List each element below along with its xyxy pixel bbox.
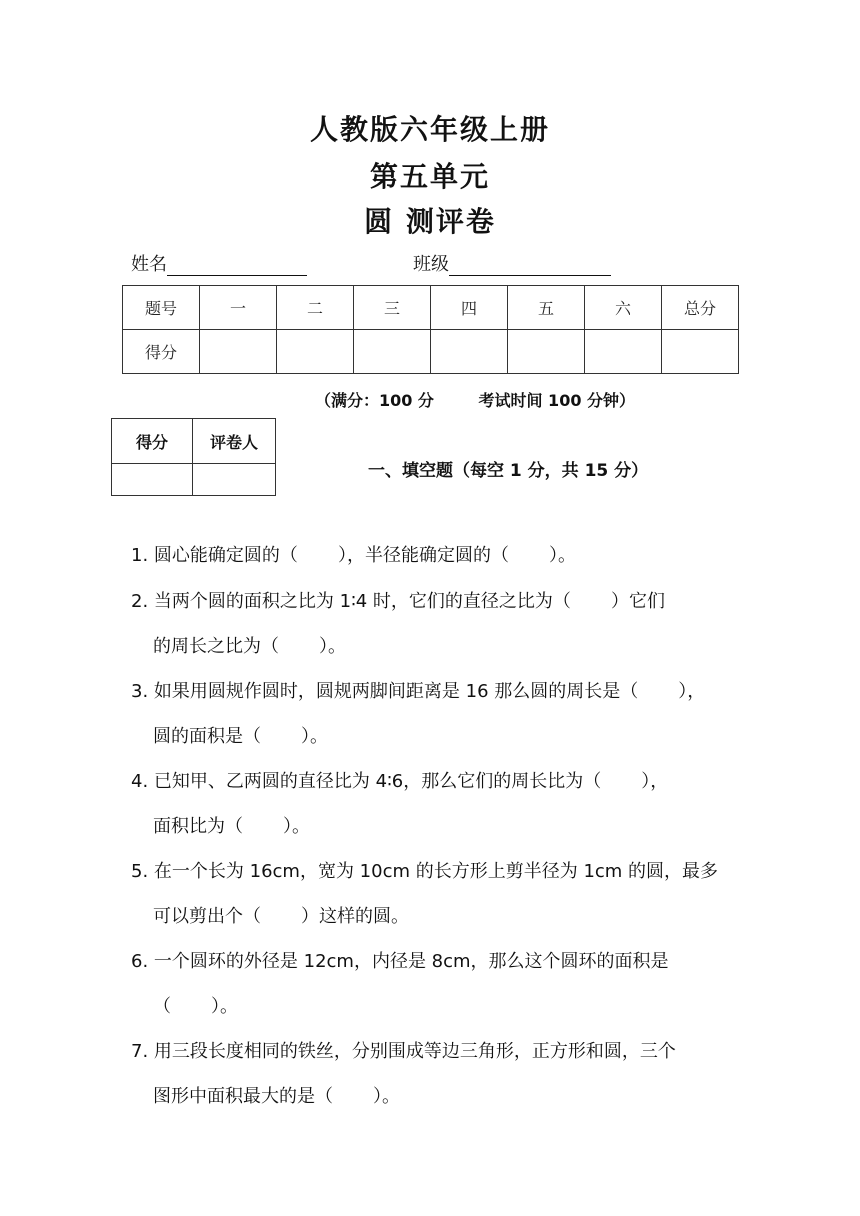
grader-table [111, 418, 276, 496]
question-item [131, 857, 741, 947]
question-item [131, 1037, 741, 1127]
score-input-cell[interactable] [277, 330, 354, 374]
score-table-header-row [123, 286, 739, 330]
score-input-cell[interactable] [431, 330, 508, 374]
grader-input-row [112, 464, 276, 496]
question-item [131, 677, 741, 767]
grader-name-cell[interactable] [193, 464, 276, 496]
question-text: 1. 圆心能确定圆的（ ），半径能确定圆的（ ）。 [131, 545, 576, 566]
score-header-cell: 六 [585, 286, 662, 330]
score-table-score-row [123, 330, 739, 374]
question-text-continued: 面积比为（ ）。 [153, 816, 311, 837]
question-item [131, 767, 741, 857]
question-text: 5. 在一个长为 16cm，宽为 10cm 的长方形上剪半径为 1cm 的圆，最多 [131, 861, 719, 882]
score-input-cell[interactable] [585, 330, 662, 374]
grader-name-label: 评卷人 [193, 419, 276, 464]
question-item [131, 947, 741, 1037]
grader-score-cell[interactable] [112, 464, 193, 496]
score-header-cell: 一 [200, 286, 277, 330]
exam-note: （满分：100 分 考试时间 100 分钟） [314, 391, 636, 410]
name-field[interactable] [131, 250, 307, 276]
grader-score-label: 得分 [112, 419, 193, 464]
title-line-3: 圆 测评卷 [364, 205, 496, 238]
title-line-1: 人教版六年级上册 [309, 113, 550, 146]
question-text: 4. 已知甲、乙两圆的直径比为 4∶6，那么它们的周长比为（ ）， [131, 771, 669, 792]
question-text-continued: （ ）。 [153, 996, 239, 1017]
question-text: 2. 当两个圆的面积之比为 1∶4 时，它们的直径之比为（ ）它们 [131, 591, 665, 612]
question-text: 7. 用三段长度相同的铁丝，分别围成等边三角形，正方形和圆，三个 [131, 1041, 676, 1062]
score-header-cell: 题号 [123, 286, 200, 330]
grader-header-row [112, 419, 276, 464]
question-text: 6. 一个圆环的外径是 12cm，内径是 8cm，那么这个圆环的面积是 [131, 951, 669, 972]
name-label: 姓名 [131, 254, 167, 275]
question-text-continued: 图形中面积最大的是（ ）。 [153, 1086, 401, 1107]
score-header-cell: 二 [277, 286, 354, 330]
name-blank-line[interactable] [167, 255, 307, 276]
score-header-cell: 总分 [662, 286, 739, 330]
score-input-cell[interactable] [662, 330, 739, 374]
score-input-cell[interactable] [354, 330, 431, 374]
question-text: 3. 如果用圆规作圆时，圆规两脚间距离是 16 那么圆的周长是（ ）， [131, 681, 706, 702]
question-item [131, 541, 741, 586]
score-row-label: 得分 [123, 330, 200, 374]
score-input-cell[interactable] [200, 330, 277, 374]
score-header-cell: 三 [354, 286, 431, 330]
score-header-cell: 五 [508, 286, 585, 330]
score-input-cell[interactable] [508, 330, 585, 374]
title-line-2: 第五单元 [369, 160, 490, 193]
section-title: 一、填空题（每空 1 分，共 15 分） [368, 461, 649, 481]
question-text-continued: 圆的面积是（ ）。 [153, 726, 329, 747]
score-table [122, 285, 739, 374]
score-header-cell: 四 [431, 286, 508, 330]
class-blank-line[interactable] [449, 255, 611, 276]
question-item [131, 587, 741, 677]
question-text-continued: 可以剪出个（ ）这样的圆。 [153, 906, 410, 927]
question-text-continued: 的周长之比为（ ）。 [153, 636, 347, 657]
class-label: 班级 [413, 254, 449, 275]
class-field[interactable] [413, 250, 611, 276]
